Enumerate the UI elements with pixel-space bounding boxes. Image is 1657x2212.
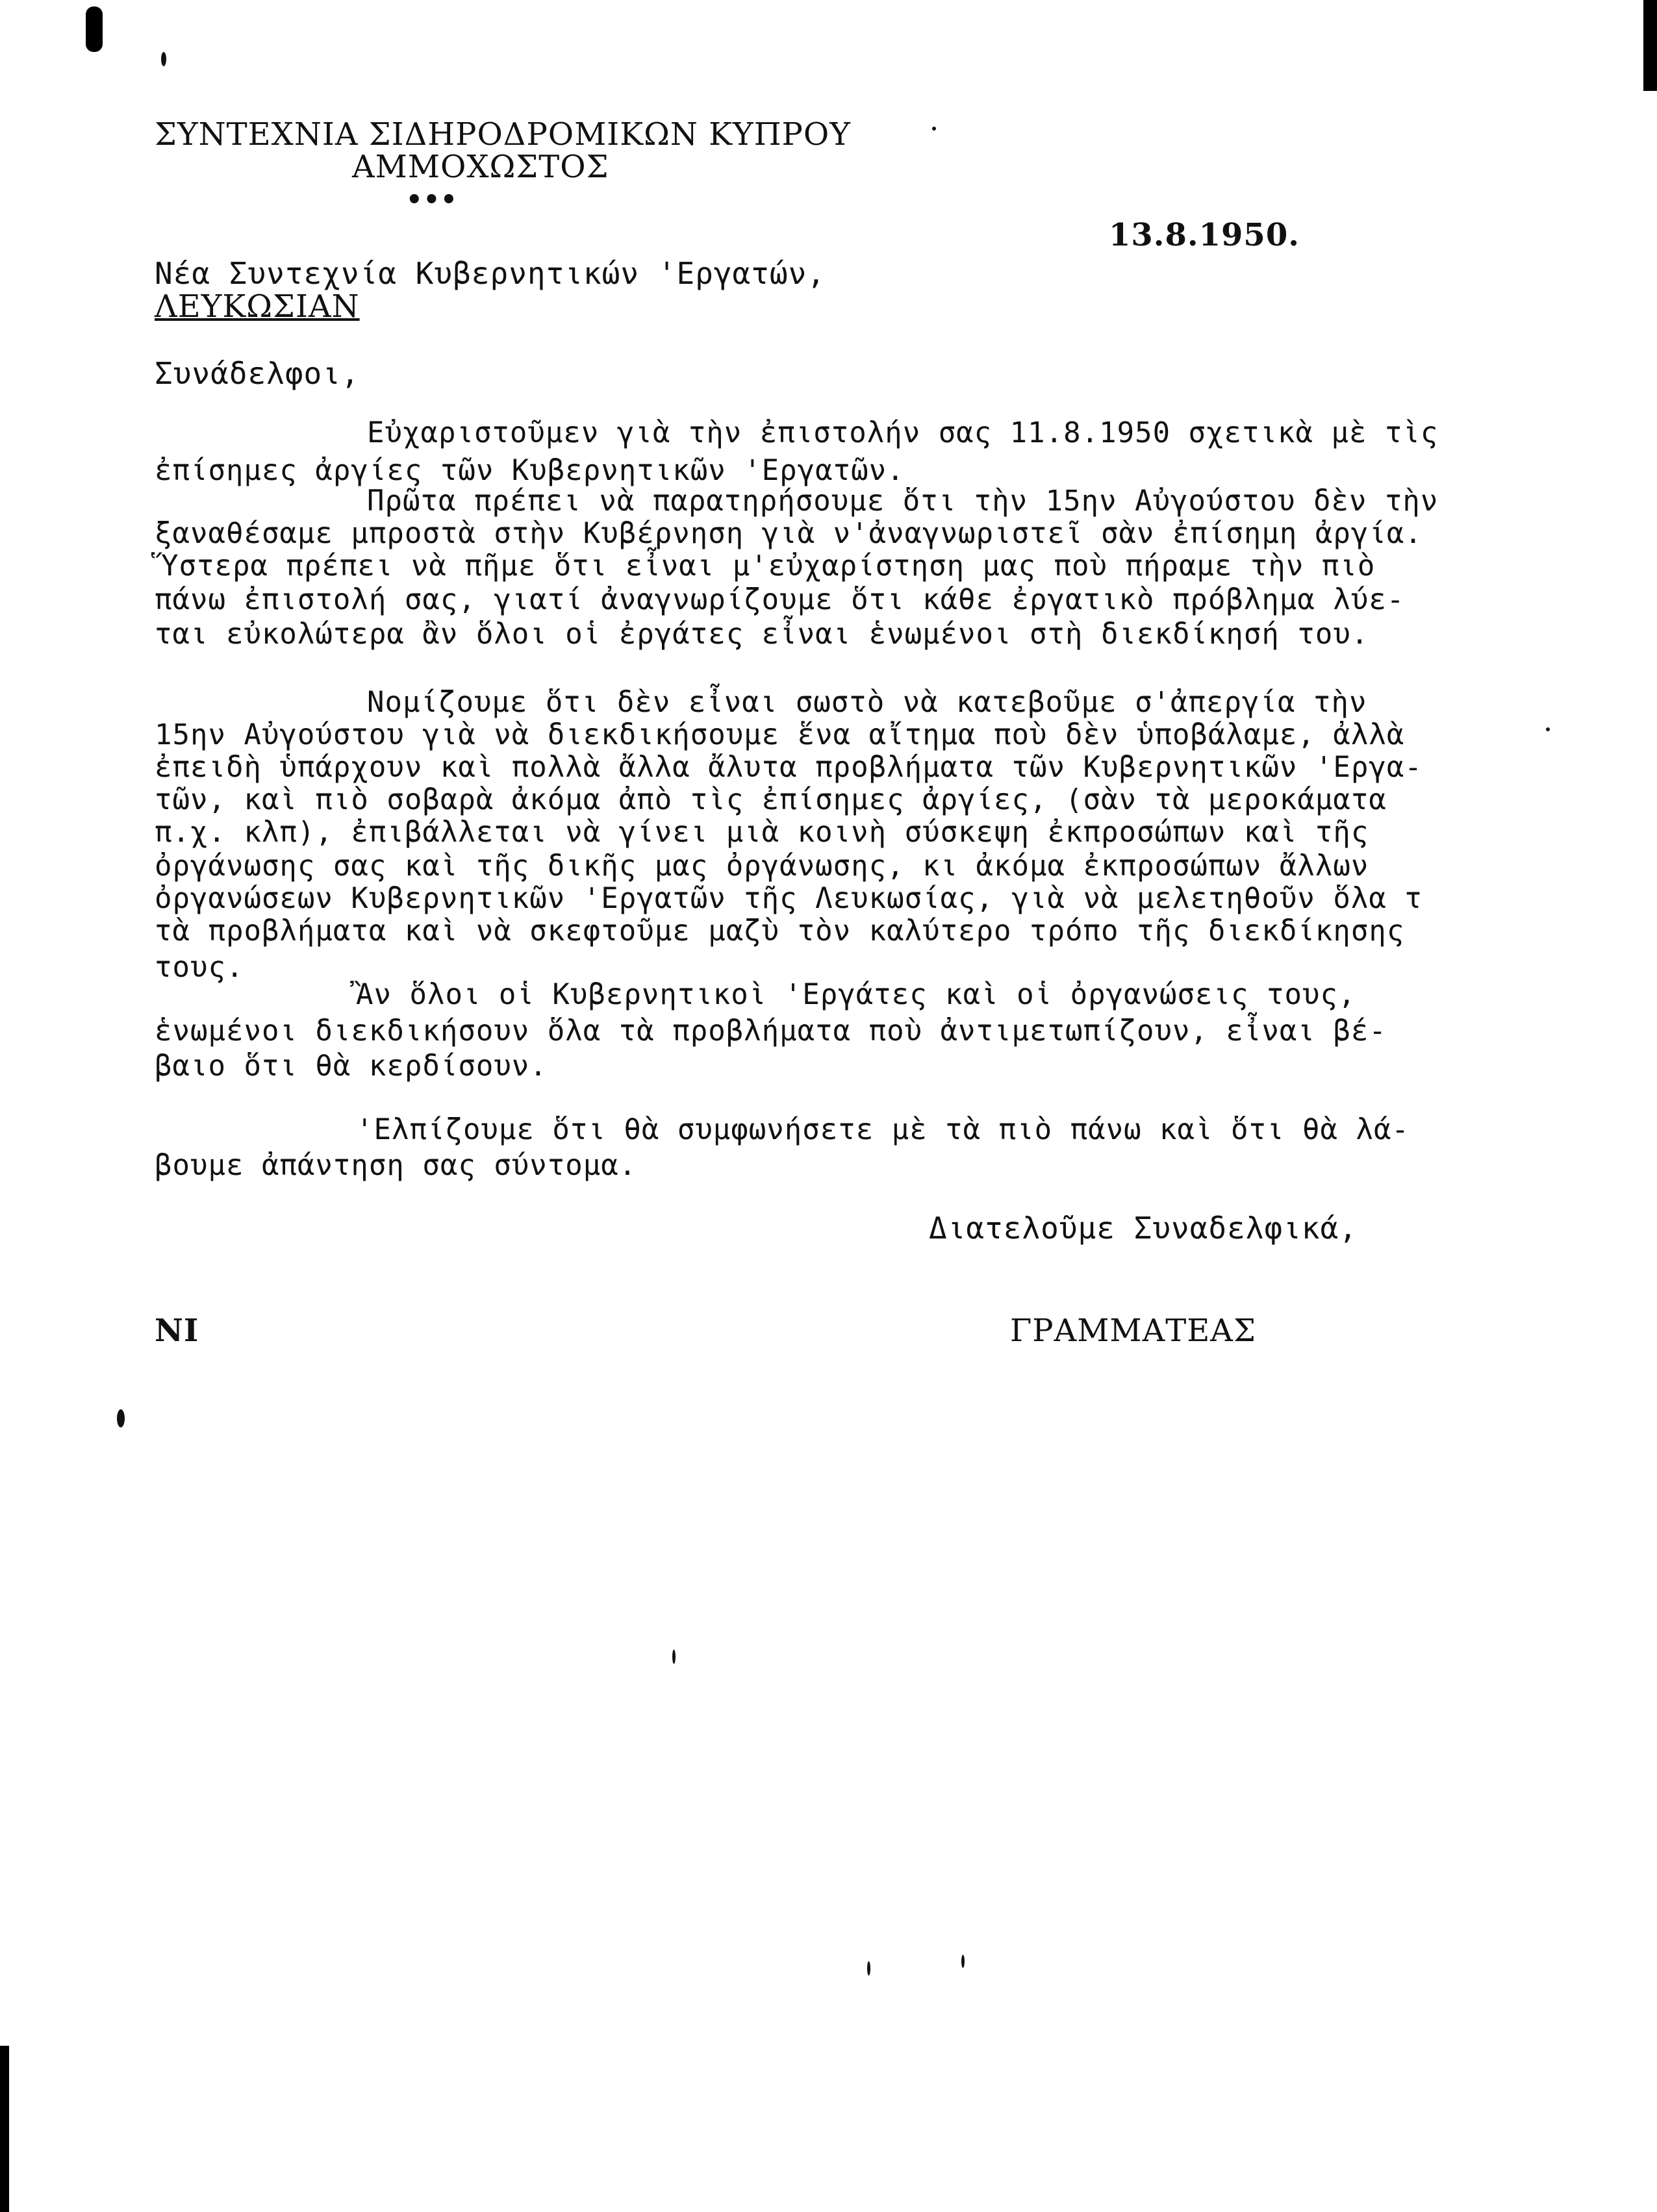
scan-speck (161, 52, 166, 66)
scan-speck (672, 1650, 676, 1664)
letter-date: 13.8.1950. (1109, 217, 1300, 253)
scan-speck (932, 127, 936, 131)
body-line: ται εὐκολώτερα ἂν ὅλοι οἱ ἐργάτες εἶναι ἑνωμένοι στὴ διεκδίκησή του. (155, 618, 1369, 651)
organization-city: ΑΜΜΟΧΩΣΤΟΣ (352, 149, 609, 185)
body-line: τους. (155, 951, 244, 984)
scan-edge-mark-left (0, 2046, 9, 2212)
body-line: τῶν, καὶ πιὸ σοβαρὰ ἀκόμα ἀπὸ τὶς ἐπίσημες ἀργίες, (σὰν τὰ μεροκάματα (155, 783, 1387, 816)
recipient-city: ΛΕΥΚΩΣΙΑΝ (155, 288, 360, 325)
body-line: πάνω ἐπιστολή σας, γιατί ἀναγνωρίζουμε ὅτι κάθε ἐργατικὸ πρόβλημα λύε- (155, 583, 1405, 616)
recipient-name: Νέα Συντεχνία Κυβερνητικών 'Εργατών, (155, 256, 826, 291)
scan-speck (1546, 727, 1550, 731)
scan-edge-mark-top (86, 6, 103, 52)
scan-speck (961, 1955, 965, 1968)
closing: Διατελοῦμε Συναδελφικά, (929, 1211, 1358, 1246)
scan-speck (117, 1409, 125, 1427)
body-line: ἐπίσημες ἀργίες τῶν Κυβερνητικῶν 'Εργατῶν. (155, 454, 905, 487)
body-line: ὀργάνωσης σας καὶ τῆς δικῆς μας ὀργάνωσης, κι ἀκόμα ἐκπροσώπων ἄλλων (155, 849, 1369, 883)
body-line: ὀργανώσεων Κυβερνητικῶν 'Εργατῶν τῆς Λευκωσίας, γιὰ νὰ μελετηθοῦν ὅλα τ (155, 882, 1423, 915)
typist-initials: ΝΙ (155, 1313, 199, 1349)
body-line: ἐπειδὴ ὑπάρχουν καὶ πολλὰ ἄλλα ἄλυτα προβλήματα τῶν Κυβερνητικῶν 'Εργα- (155, 751, 1423, 784)
body-line: βουμε ἀπάντηση σας σύντομα. (155, 1149, 637, 1182)
body-line: ξαναθέσαμε μπροστὰ στὴν Κυβέρνηση γιὰ ν'ἀναγνωριστεῖ σὰν ἐπίσημη ἀργία. (155, 517, 1423, 550)
scan-edge-mark-right (1643, 0, 1657, 91)
body-line: Ὕστερα πρέπει νὰ πῆμε ὅτι εἶναι μ'εὐχαρίστηση μας ποὺ πήραμε τὴν πιὸ (161, 549, 1376, 583)
header-separator: ••• (406, 184, 458, 215)
body-line: Πρῶτα πρέπει νὰ παρατηρήσουμε ὅτι τὴν 15ην Αὐγούστου δὲν τὴν (367, 484, 1439, 518)
body-line: π.χ. κλπ), ἐπιβάλλεται νὰ γίνει μιὰ κοινὴ σύσκεψη ἐκπροσώπων καὶ τῆς (155, 816, 1369, 849)
organization-name: ΣΥΝΤΕΧΝΙΑ ΣΙΔΗΡΟΔΡΟΜΙΚΩΝ ΚΥΠΡΟΥ (155, 116, 851, 153)
body-line: τὰ προβλήματα καὶ νὰ σκεφτοῦμε μαζὺ τὸν καλύτερο τρόπο τῆς διεκδίκησης (155, 914, 1405, 948)
signatory-title: ΓΡΑΜΜΑΤΕΑΣ (1010, 1313, 1256, 1349)
salutation: Συνάδελφοι, (155, 356, 360, 391)
body-line: Ἂν ὅλοι οἱ Κυβερνητικοὶ 'Εργάτες καὶ οἱ ὀργανώσεις τους, (356, 978, 1356, 1011)
body-line: βαιο ὅτι θὰ κερδίσουν. (155, 1049, 548, 1083)
body-line: Εὐχαριστοῦμεν γιὰ τὴν ἐπιστολήν σας 11.8.1950 σχετικὰ μὲ τὶς (367, 416, 1439, 449)
body-line: 15ην Αὐγούστου γιὰ νὰ διεκδικήσουμε ἕνα αἴτημα ποὺ δὲν ὑποβάλαμε, ἀλλὰ (155, 718, 1405, 751)
body-line: 'Ελπίζουμε ὅτι θὰ συμφωνήσετε μὲ τὰ πιὸ πάνω καὶ ὅτι θὰ λά- (356, 1113, 1410, 1146)
body-line: Νομίζουμε ὅτι δὲν εἶναι σωστὸ νὰ κατεβοῦμε σ'ἀπεργία τὴν (367, 686, 1367, 719)
body-line: ἑνωμένοι διεκδικήσουν ὅλα τὰ προβλήματα ποὺ ἀντιμετωπίζουν, εἶναι βέ- (155, 1014, 1387, 1048)
scan-speck (867, 1961, 870, 1976)
